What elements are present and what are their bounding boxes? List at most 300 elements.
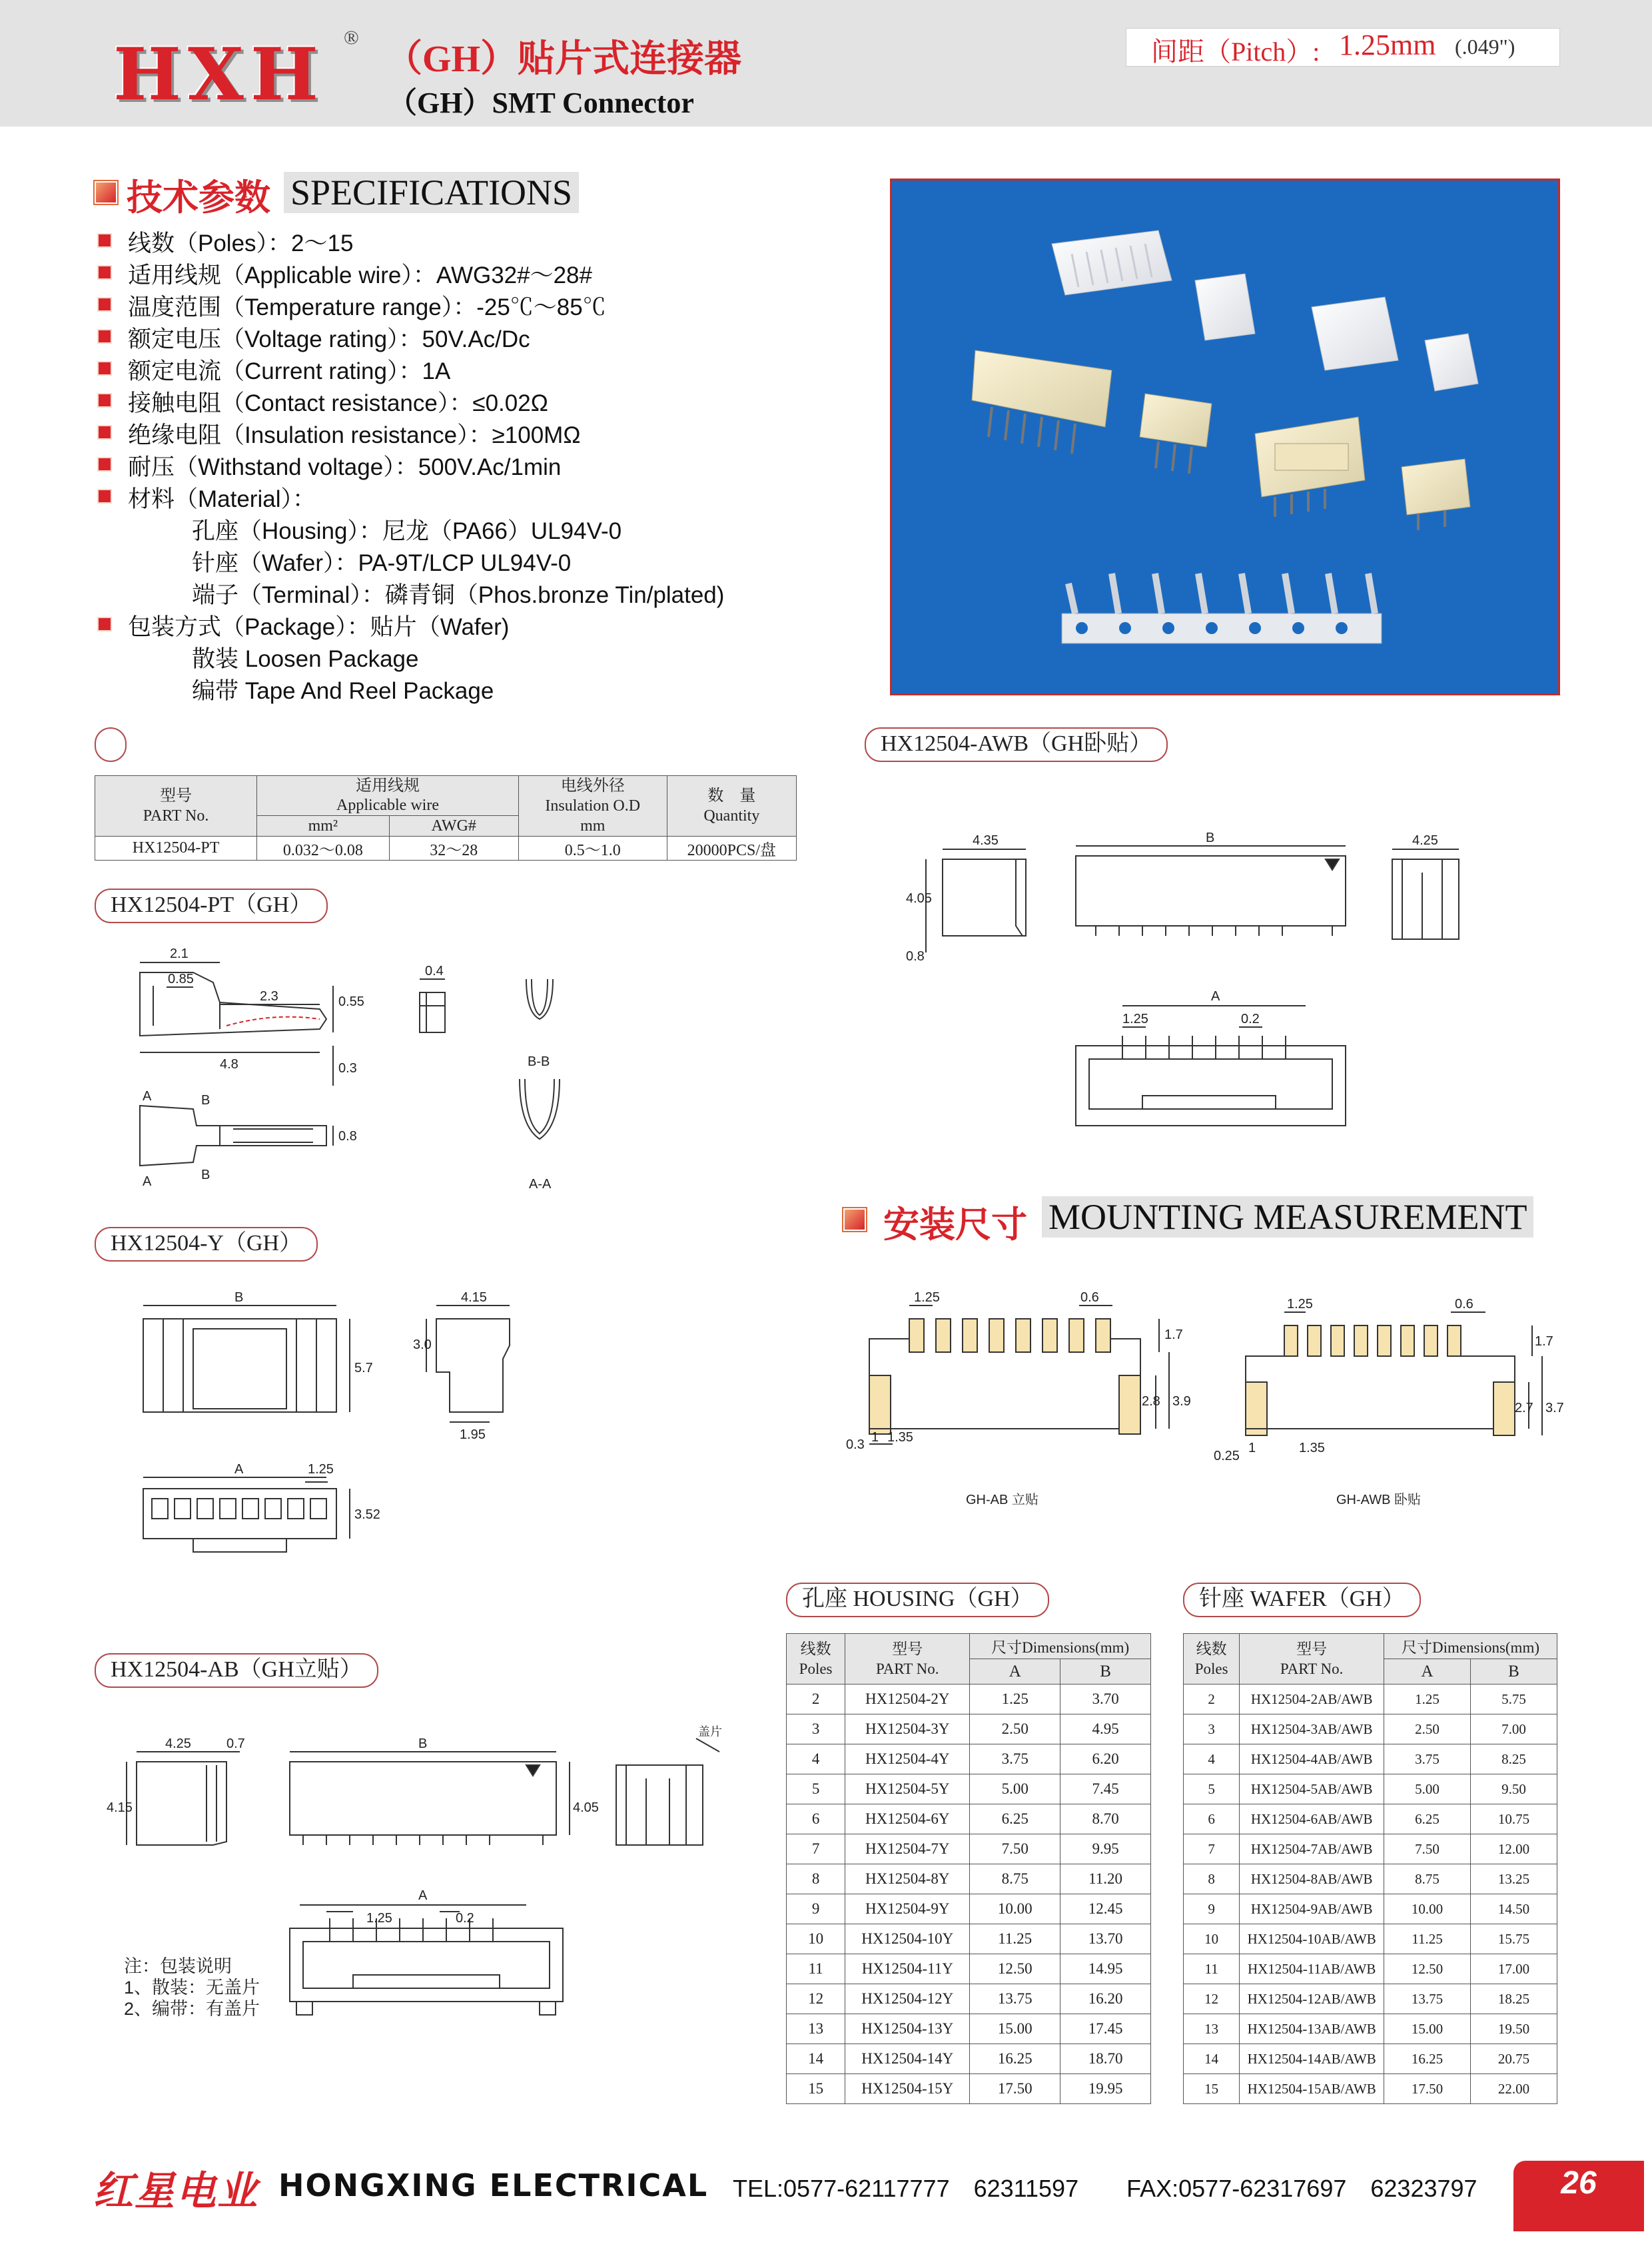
bullet-icon — [97, 361, 112, 376]
wafer-col-part-cn: 型号 — [1296, 1640, 1328, 1657]
dim-label: A — [1211, 989, 1220, 1004]
table-cell: HX12504-9AB/AWB — [1240, 1894, 1384, 1924]
table-cell: 8.75 — [1384, 1864, 1471, 1894]
table-cell: 12.50 — [1384, 1954, 1471, 1984]
note-line: 1、散装：无盖片 — [124, 1978, 260, 1998]
terminal-col-od — [518, 776, 667, 837]
table-row — [787, 1984, 1151, 2014]
table-cell: 2.50 — [1384, 1714, 1471, 1744]
table-cell: 13.70 — [1060, 1924, 1151, 1954]
table-cell: 16.25 — [970, 2044, 1060, 2074]
table-cell: 7.00 — [1470, 1714, 1557, 1744]
table-cell: 2 — [787, 1684, 845, 1714]
dim-label: 3.7 — [1545, 1401, 1564, 1415]
section-mark: B — [201, 1168, 210, 1182]
table-cell: 12 — [1184, 1984, 1240, 2014]
table-cell: 15 — [787, 2074, 845, 2104]
dim-label: 盖片 — [698, 1725, 722, 1738]
dim-label: 2.3 — [260, 989, 278, 1004]
table-cell: 9 — [1184, 1894, 1240, 1924]
housing-2p-image — [1425, 334, 1478, 391]
table-cell: 14.95 — [1060, 1954, 1151, 1984]
terminal-cell: 20000PCS/盘 — [667, 837, 796, 861]
housing-3p-image — [1195, 274, 1255, 340]
terminal-col-wire-en: Applicable wire — [336, 796, 439, 814]
table-row — [1184, 1744, 1557, 1774]
table-cell: 18.25 — [1470, 1984, 1557, 2014]
table-cell: 12.00 — [1470, 1834, 1557, 1864]
table-cell: HX12504-11Y — [845, 1954, 970, 1984]
table-row — [787, 1834, 1151, 1864]
table-cell: HX12504-9Y — [845, 1894, 970, 1924]
section-marker-icon — [95, 181, 117, 204]
table-row — [1184, 2014, 1557, 2044]
dim-label: 4.15 — [461, 1290, 487, 1305]
table-cell: HX12504-2AB/AWB — [1240, 1684, 1384, 1714]
pitch-inch: (.049") — [1455, 35, 1515, 59]
spec-line: 额定电压（Voltage rating）：50V.Ac/Dc — [128, 326, 530, 352]
section-mark: A — [143, 1174, 152, 1189]
table-cell: 13.75 — [1384, 1984, 1471, 2014]
table-cell: HX12504-10AB/AWB — [1240, 1924, 1384, 1954]
terminal-cell: 32～28 — [389, 837, 518, 861]
table-cell: 8.25 — [1470, 1744, 1557, 1774]
brand-logo: HXH — [113, 33, 325, 117]
terminal-cell: 0.032～0.08 — [257, 837, 389, 861]
table-cell: HX12504-2Y — [845, 1684, 970, 1714]
dim-label: 1.35 — [887, 1430, 913, 1445]
terminal-col-qty-en: Quantity — [703, 807, 760, 825]
dim-label: 4.8 — [220, 1057, 238, 1072]
specs-heading-cn: 技术参数 — [127, 178, 270, 218]
table-cell: 8 — [1184, 1864, 1240, 1894]
dim-label: 3.9 — [1172, 1394, 1191, 1409]
mounting-awb-caption: GH-AWB 卧贴 — [1336, 1493, 1422, 1507]
wafer-label: 针座 WAFER（GH） — [1183, 1583, 1421, 1617]
terminal-col-part-cn: 型号 — [160, 787, 193, 805]
table-cell: 7.50 — [970, 1834, 1060, 1864]
note-line: 2、编带：有盖片 — [124, 1999, 260, 2019]
table-cell: 5.00 — [1384, 1774, 1471, 1804]
table-cell: 15.00 — [970, 2014, 1060, 2044]
material-line: 针座（Wafer）：PA-9T/LCP UL94V-0 — [192, 550, 572, 576]
table-cell: 3.70 — [1060, 1684, 1151, 1714]
table-cell: 22.00 — [1470, 2074, 1557, 2104]
pitch-value: 1.25mm — [1339, 29, 1436, 61]
table-cell: 20.75 — [1470, 2044, 1557, 2074]
table-cell: 16.20 — [1060, 1984, 1151, 2014]
terminal-col-awg: AWG# — [389, 816, 518, 837]
wafer-awb-image — [972, 350, 1112, 454]
table-row — [787, 1804, 1151, 1834]
table-row — [1184, 1864, 1557, 1894]
material-line: 孔座（Housing）：尼龙（PA66）UL94V-0 — [192, 518, 622, 544]
table-cell: 6 — [787, 1804, 845, 1834]
wafer-col-b: B — [1470, 1659, 1557, 1684]
wafer-col-part-en: PART No. — [1280, 1660, 1344, 1677]
table-cell: 12.45 — [1060, 1894, 1151, 1924]
table-cell: 16.25 — [1384, 2044, 1471, 2074]
table-row — [1184, 1804, 1557, 1834]
wafer-col-poles — [1184, 1634, 1240, 1684]
table-row — [1184, 1954, 1557, 1984]
company-name-en: HONGXING ELECTRICAL — [278, 2167, 709, 2203]
table-row — [1184, 2044, 1557, 2074]
table-cell: HX12504-13Y — [845, 2014, 970, 2044]
table-cell: 5.75 — [1470, 1684, 1557, 1714]
housing-label: 孔座 HOUSING（GH） — [786, 1583, 1049, 1617]
table-cell: HX12504-14Y — [845, 2044, 970, 2074]
pitch-label: 间距（Pitch）: — [1151, 37, 1320, 67]
dim-label: B — [418, 1736, 428, 1751]
dim-label: 4.05 — [906, 891, 932, 906]
terminal-table — [95, 775, 797, 861]
housing-col-dim: 尺寸Dimensions(mm) — [970, 1634, 1151, 1659]
table-row — [787, 1714, 1151, 1744]
housing-col-b: B — [1060, 1659, 1151, 1684]
table-row — [95, 837, 797, 861]
package-sub-line: 编带 Tape And Reel Package — [192, 678, 494, 704]
y-label: HX12504-Y（GH） — [95, 1227, 318, 1262]
table-cell: 5 — [787, 1774, 845, 1804]
company-name-cn: 红星电业 — [93, 2168, 258, 2215]
table-cell: 11 — [1184, 1954, 1240, 1984]
registered-mark: ® — [344, 27, 359, 49]
terminal-col-qty — [667, 776, 796, 837]
dim-label: 0.85 — [168, 972, 194, 986]
dim-label: 0.6 — [1455, 1297, 1473, 1311]
ab-label: HX12504-AB（GH立贴） — [95, 1653, 378, 1688]
table-cell: HX12504-4Y — [845, 1744, 970, 1774]
dim-label: 5.7 — [354, 1361, 373, 1375]
page-title-cn: （GH）贴片式连接器 — [385, 39, 742, 80]
table-row — [1184, 1984, 1557, 2014]
table-cell: HX12504-14AB/AWB — [1240, 2044, 1384, 2074]
terminal-col-part — [95, 776, 257, 837]
table-cell: 11.25 — [1384, 1924, 1471, 1954]
terminal-col-wire — [257, 776, 519, 816]
table-cell: HX12504-12Y — [845, 1984, 970, 2014]
dim-label: 1.95 — [460, 1427, 486, 1442]
dim-label: 3.0 — [413, 1337, 432, 1352]
bullet-icon — [97, 393, 112, 408]
terminal-label — [95, 727, 127, 762]
table-cell: 13.75 — [970, 1984, 1060, 2014]
terminal-cell: 0.5～1.0 — [518, 837, 667, 861]
table-cell: 4.95 — [1060, 1714, 1151, 1744]
wafer-awb-3p-image — [1140, 394, 1212, 474]
section-mark: A — [143, 1089, 152, 1104]
section-marker-icon — [843, 1208, 866, 1231]
table-cell: 10.75 — [1470, 1804, 1557, 1834]
table-row — [1184, 2074, 1557, 2104]
dim-label: 0.6 — [1080, 1290, 1099, 1305]
terminal-col-od-unit: mm — [580, 817, 606, 835]
table-cell: 10 — [787, 1924, 845, 1954]
housing-col-poles-en: Poles — [799, 1660, 833, 1677]
table-row — [787, 1894, 1151, 1924]
wafer-table — [1183, 1633, 1557, 2104]
table-cell: HX12504-7Y — [845, 1834, 970, 1864]
table-cell: 9.50 — [1470, 1774, 1557, 1804]
table-cell: 3.75 — [970, 1744, 1060, 1774]
table-cell: 6.20 — [1060, 1744, 1151, 1774]
table-cell: HX12504-3Y — [845, 1714, 970, 1744]
table-cell: 11.20 — [1060, 1864, 1151, 1894]
wafer-col-poles-en: Poles — [1194, 1660, 1228, 1677]
table-cell: 10 — [1184, 1924, 1240, 1954]
table-cell: 7.50 — [1384, 1834, 1471, 1864]
table-row — [787, 1954, 1151, 1984]
table-cell: HX12504-7AB/AWB — [1240, 1834, 1384, 1864]
dim-label: 1.25 — [308, 1462, 334, 1477]
table-cell: 7 — [787, 1834, 845, 1864]
spec-line: 额定电流（Current rating）：1A — [128, 358, 451, 384]
table-cell: 7.45 — [1060, 1774, 1151, 1804]
product-photo — [890, 179, 1560, 695]
dim-label: A — [418, 1888, 428, 1903]
section-label: B-B — [528, 1054, 550, 1069]
table-cell: 6.25 — [970, 1804, 1060, 1834]
table-row — [1184, 1894, 1557, 1924]
table-cell: 1.25 — [970, 1684, 1060, 1714]
table-cell: 14.50 — [1470, 1894, 1557, 1924]
table-cell: 9 — [787, 1894, 845, 1924]
wafer-col-dim: 尺寸Dimensions(mm) — [1384, 1634, 1557, 1659]
note-title: 注：包装说明 — [124, 1956, 232, 1976]
dim-label: 1.25 — [914, 1290, 940, 1305]
table-row — [1184, 1684, 1557, 1714]
bullet-icon — [97, 489, 112, 504]
pt-label: HX12504-PT（GH） — [95, 889, 328, 923]
housing-col-poles-cn: 线数 — [800, 1640, 831, 1657]
table-cell: 12 — [787, 1984, 845, 2014]
table-cell: 17.00 — [1470, 1954, 1557, 1984]
section-label: A-A — [529, 1177, 552, 1192]
housing-4p-image — [1312, 297, 1398, 370]
dim-label: 2.1 — [170, 946, 189, 961]
table-cell: HX12504-15AB/AWB — [1240, 2074, 1384, 2104]
table-cell: HX12504-3AB/AWB — [1240, 1714, 1384, 1744]
spec-line: 接触电阻（Contact resistance）：≤0.02Ω — [128, 390, 548, 416]
table-cell: 8.75 — [970, 1864, 1060, 1894]
dim-label: 4.25 — [1412, 833, 1438, 848]
spec-line: 线数（Poles）：2～15 — [128, 230, 354, 256]
table-cell: HX12504-6AB/AWB — [1240, 1804, 1384, 1834]
bullet-icon — [97, 457, 112, 472]
table-cell: 10.00 — [970, 1894, 1060, 1924]
table-cell: 15.75 — [1470, 1924, 1557, 1954]
table-cell: 4 — [1184, 1744, 1240, 1774]
table-cell: 17.45 — [1060, 2014, 1151, 2044]
terminal-col-mm2: mm² — [257, 816, 389, 837]
table-cell: 1.25 — [1384, 1684, 1471, 1714]
mounting-heading-en: MOUNTING MEASUREMENT — [1042, 1196, 1533, 1238]
table-cell: 5 — [1184, 1774, 1240, 1804]
spec-line: 绝缘电阻（Insulation resistance）：≥100MΩ — [128, 422, 581, 448]
table-cell: 6.25 — [1384, 1804, 1471, 1834]
table-cell: 17.50 — [970, 2074, 1060, 2104]
table-cell: 3 — [1184, 1714, 1240, 1744]
terminal-col-wire-cn: 适用线规 — [356, 777, 420, 795]
table-cell: 17.50 — [1384, 2074, 1471, 2104]
housing-table — [786, 1633, 1151, 2104]
dim-label: 4.05 — [573, 1800, 599, 1815]
table-cell: HX12504-12AB/AWB — [1240, 1984, 1384, 2014]
table-cell: 6 — [1184, 1804, 1240, 1834]
contact-info: TEL:0577-62117777 62311597 FAX:0577-62317697 62323797 — [733, 2175, 1477, 2202]
table-cell: HX12504-5AB/AWB — [1240, 1774, 1384, 1804]
dim-label: 0.3 — [338, 1061, 357, 1076]
wafer-ab-image — [1255, 417, 1365, 517]
dim-label: 2.7 — [1515, 1401, 1533, 1415]
spec-line: 适用线规（Applicable wire）：AWG32#～28# — [128, 262, 592, 288]
housing-col-poles — [787, 1634, 845, 1684]
table-cell: 15.00 — [1384, 2014, 1471, 2044]
table-cell: HX12504-4AB/AWB — [1240, 1744, 1384, 1774]
spec-line: 耐压（Withstand voltage）：500V.Ac/1min — [128, 454, 562, 480]
dim-label: 0.25 — [1214, 1449, 1240, 1463]
dim-label: 1.7 — [1535, 1334, 1553, 1349]
wafer-col-poles-cn: 线数 — [1196, 1640, 1227, 1657]
dim-label: 1 — [871, 1430, 879, 1445]
dim-label: 1.25 — [366, 1911, 392, 1926]
table-row — [1184, 1774, 1557, 1804]
housing-col-part-en: PART No. — [876, 1660, 939, 1677]
table-cell: 3.75 — [1384, 1744, 1471, 1774]
housing-col-part — [845, 1634, 970, 1684]
mounting-awb-drawing — [1206, 1286, 1564, 1512]
table-cell: 9.95 — [1060, 1834, 1151, 1864]
dim-label: A — [234, 1462, 244, 1477]
table-cell: 12.50 — [970, 1954, 1060, 1984]
table-row — [787, 1774, 1151, 1804]
mounting-heading-cn: 安装尺寸 — [883, 1205, 1027, 1245]
terminal-cell: HX12504-PT — [95, 837, 257, 861]
wafer-col-part — [1240, 1634, 1384, 1684]
table-cell: 5.00 — [970, 1774, 1060, 1804]
table-cell: 15 — [1184, 2074, 1240, 2104]
table-cell: 13.25 — [1470, 1864, 1557, 1894]
bullet-icon — [97, 297, 112, 312]
package-line: 包装方式（Package）：贴片（Wafer) — [128, 614, 510, 640]
table-row — [1184, 1924, 1557, 1954]
table-cell: HX12504-13AB/AWB — [1240, 2014, 1384, 2044]
table-cell: 11.25 — [970, 1924, 1060, 1954]
table-cell: 7 — [1184, 1834, 1240, 1864]
page-title-en: （GH）SMT Connector — [388, 87, 694, 119]
bullet-icon — [97, 329, 112, 344]
spec-line: 材料（Material）： — [128, 486, 316, 512]
dim-label: 4.15 — [107, 1800, 133, 1815]
table-cell: 14 — [787, 2044, 845, 2074]
wafer-ab-2p-image — [1402, 459, 1470, 530]
table-cell: HX12504-6Y — [845, 1804, 970, 1834]
table-cell: HX12504-8AB/AWB — [1240, 1864, 1384, 1894]
table-cell: HX12504-11AB/AWB — [1240, 1954, 1384, 1984]
terminal-col-qty-cn: 数 量 — [707, 787, 756, 805]
table-cell: 3 — [787, 1714, 845, 1744]
table-row — [787, 2014, 1151, 2044]
dim-label: 1.7 — [1164, 1327, 1183, 1342]
dim-label: 0.8 — [906, 949, 925, 964]
dim-label: 2.8 — [1142, 1394, 1160, 1409]
terminal-col-od-en: Insulation O.D — [545, 797, 641, 815]
terminal-col-od-cn: 电线外径 — [560, 777, 625, 795]
table-row — [1184, 1834, 1557, 1864]
dim-label: 0.2 — [456, 1911, 474, 1926]
bullet-icon — [97, 233, 112, 248]
table-cell: 2.50 — [970, 1714, 1060, 1744]
specs-heading-en: SPECIFICATIONS — [284, 172, 579, 213]
dim-label: B — [234, 1290, 244, 1305]
table-cell: 13 — [1184, 2014, 1240, 2044]
table-cell: 13 — [787, 2014, 845, 2044]
table-row — [1184, 1714, 1557, 1744]
table-row — [787, 1864, 1151, 1894]
dim-label: 4.35 — [973, 833, 999, 848]
dim-label: 0.55 — [338, 994, 364, 1009]
table-row — [787, 2074, 1151, 2104]
dim-label: B — [1206, 831, 1215, 845]
dim-label: 1.35 — [1299, 1441, 1325, 1455]
mounting-ab-caption: GH-AB 立贴 — [966, 1493, 1038, 1507]
dim-label: 3.52 — [354, 1507, 380, 1522]
terminal-col-part-en: PART No. — [143, 807, 209, 825]
awb-label: HX12504-AWB（GH卧贴） — [865, 727, 1168, 762]
table-cell: 4 — [787, 1744, 845, 1774]
spec-line: 温度范围（Temperature range）：-25℃～85℃ — [128, 294, 606, 320]
page-number: 26 — [1561, 2165, 1597, 2201]
dim-label: 1.25 — [1122, 1012, 1148, 1026]
table-cell: HX12504-10Y — [845, 1924, 970, 1954]
dim-label: 1.25 — [1287, 1297, 1313, 1311]
table-cell: HX12504-15Y — [845, 2074, 970, 2104]
terminal-pt-drawing — [127, 946, 606, 1199]
table-cell: 19.95 — [1060, 2074, 1151, 2104]
bullet-icon — [97, 617, 112, 631]
table-cell: 8.70 — [1060, 1804, 1151, 1834]
dim-label: 0.7 — [226, 1736, 245, 1751]
dim-label: 1 — [1248, 1441, 1256, 1455]
table-cell: 14 — [1184, 2044, 1240, 2074]
table-row — [787, 2044, 1151, 2074]
material-line: 端子（Terminal）：磷青铜（Phos.bronze Tin/plated) — [192, 582, 725, 608]
package-sub-line: 散装 Loosen Package — [192, 646, 419, 672]
wafer-col-a: A — [1384, 1659, 1471, 1684]
dim-label: 4.25 — [165, 1736, 191, 1751]
bullet-icon — [97, 425, 112, 440]
housing-y-drawing — [133, 1290, 560, 1599]
table-cell: 18.70 — [1060, 2044, 1151, 2074]
dim-label: 0.2 — [1241, 1012, 1260, 1026]
bullet-icon — [97, 265, 112, 280]
table-row — [787, 1924, 1151, 1954]
table-cell: 19.50 — [1470, 2014, 1557, 2044]
dim-label: 0.3 — [846, 1437, 865, 1452]
table-cell: 2 — [1184, 1684, 1240, 1714]
section-mark: B — [201, 1093, 210, 1108]
housing-col-a: A — [970, 1659, 1060, 1684]
table-row — [787, 1744, 1151, 1774]
dim-label: 0.4 — [425, 964, 444, 978]
wafer-awb-drawing — [906, 819, 1479, 1139]
table-row — [787, 1684, 1151, 1714]
housing-8p-image — [1052, 230, 1172, 295]
table-cell: 11 — [787, 1954, 845, 1984]
table-cell: HX12504-8Y — [845, 1864, 970, 1894]
table-cell: 10.00 — [1384, 1894, 1471, 1924]
